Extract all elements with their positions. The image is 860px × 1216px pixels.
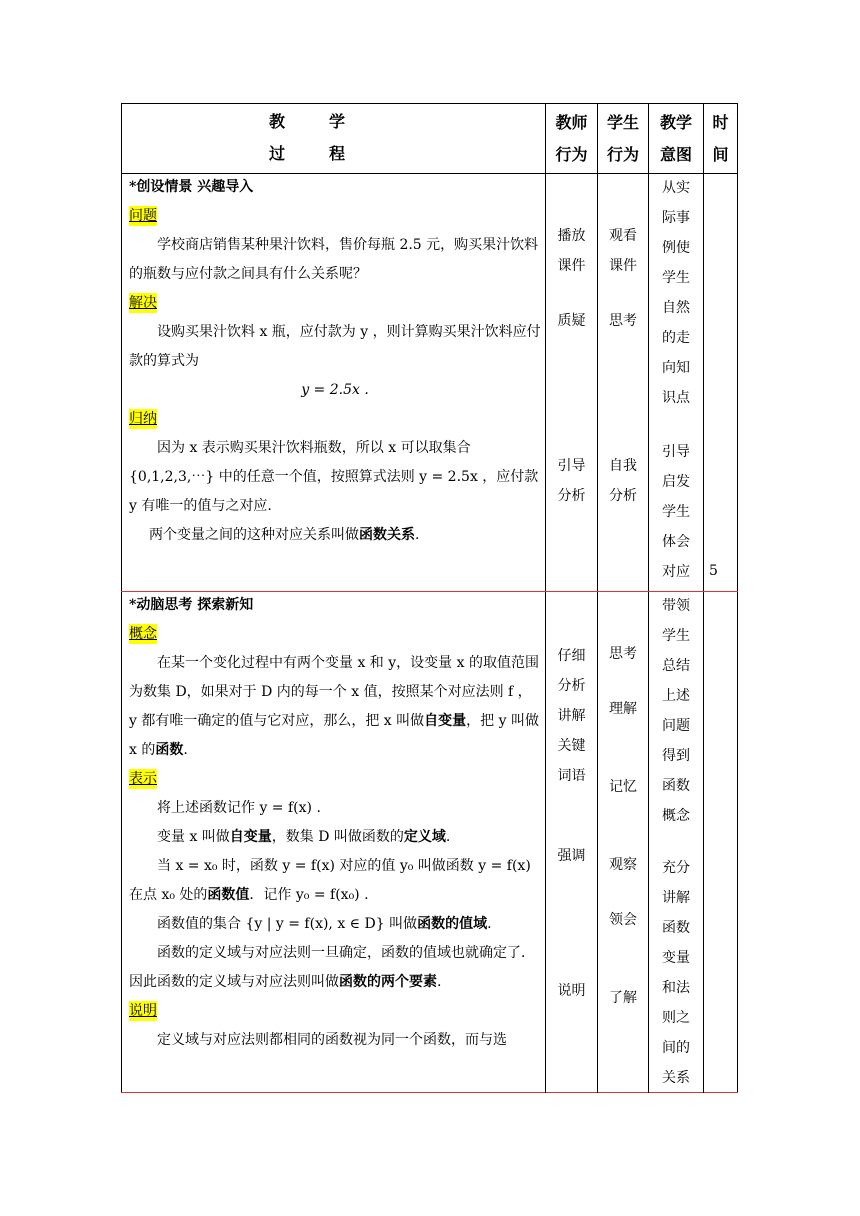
cell-text: 关系 [662,1070,690,1086]
cell-text: 上述 [662,688,690,704]
cell-text: 对应 [662,564,690,580]
cell-text: 引导 [662,444,690,460]
table-border-right [737,103,738,1093]
cell-text: 自然 [662,300,690,316]
bold-term: 函数的值域 [417,916,488,932]
cell-text: 得到 [662,748,690,764]
cell-text: 分析 [609,488,637,504]
cell-text: 强调 [557,848,586,864]
header-text: 间 [712,145,729,164]
paragraph: 定义域与对应法则都相同的函数视为同一个函数，而与选 [157,1032,507,1048]
cell-text: 观看 [609,228,637,244]
text: ，把 y 叫做 x 的 [129,713,539,758]
cell-text: 仔细 [557,648,586,664]
cell-text: 课件 [557,258,586,274]
section2-teacher [546,641,597,1006]
formula: y = 2.5x . [301,382,369,398]
tag-label: 归纳 [129,411,157,427]
cell-text: 函数 [662,920,690,936]
bold-term: 函数的两个要素 [339,974,437,990]
section1-content [129,173,541,550]
cell-text: 的走 [662,330,690,346]
bold-term: 函数值 [207,887,250,903]
cell-text: 则之 [662,1010,690,1026]
section2-student [598,639,648,1013]
header-teacher [546,103,597,177]
paragraph [129,852,541,910]
section-title: *创设情景 兴趣导入 [129,179,254,195]
cell-text: 领会 [609,912,637,928]
cell-text: 说明 [557,983,586,999]
cell-text: 问题 [662,718,690,734]
cell-text: 向知 [662,360,690,376]
cell-text: 自我 [609,458,637,474]
header-student [598,103,648,177]
section1-time: 5 [709,563,718,579]
cell-text: 概念 [662,808,690,824]
paragraph [129,521,541,550]
cell-text: 间的 [662,1040,690,1056]
cell-text: 学生 [662,270,690,286]
tag-label: 表示 [129,771,157,787]
cell-text: 记忆 [609,779,637,795]
text: . [487,916,492,932]
header-text: 学 [329,112,346,131]
cell-text: 分析 [557,488,586,504]
cell-text: 理解 [609,701,637,717]
header-process [121,103,545,173]
cell-text: 学生 [662,504,690,520]
tag-label: 说明 [129,1003,157,1019]
text: 变量 x 叫做 [157,829,230,845]
cell-text: 关键 [557,738,586,754]
lesson-table [121,103,738,1093]
cell-text: 学生 [662,628,690,644]
paragraph: 将上述函数记作 y = f(x) . [157,800,321,816]
bold-term: 定义域 [403,829,446,845]
cell-text: 变量 [662,950,690,966]
col-divider-3 [648,103,649,1093]
cell-text: 观察 [609,857,637,873]
cell-text: 课件 [609,258,637,274]
header-text: 程 [329,144,346,163]
cell-text: 引导 [557,458,586,474]
table-border-left [121,103,122,1093]
header-text: 行为 [606,145,639,164]
cell-text: 讲解 [557,708,586,724]
header-text: 意图 [659,145,692,164]
paragraph: 设购买果汁饮料 x 瓶，应付款为 y ，则计算购买果汁饮料应付款的算式为 [129,324,541,369]
text: 两个变量之间的这种对应关系叫做 [149,527,359,543]
section1-teacher [546,221,597,511]
bold-term: 函数 [155,742,184,758]
header-intent [649,103,703,177]
text: . [437,974,442,990]
header-text: 教学 [659,113,692,132]
header-time [704,103,737,177]
text: 在某一个变化过程中有两个变量 x 和 y，设变量 x 的取值范围为数集 D，如果对于 D 内的每一个 x 值，按照某个对应法则 f ， y 都有唯一确定的值与它对应，那么，把 x 叫做 [129,655,539,729]
cell-text: 函数 [662,778,690,794]
cell-text: 启发 [662,474,690,490]
cell-text: 分析 [557,678,586,694]
cell-text: 思考 [609,646,637,662]
section2-content [129,591,541,1055]
paragraph [129,823,541,852]
text: ．记作 y₀ = f(x₀) . [249,887,369,903]
paragraph: 学校商店销售某种果汁饮料，售价每瓶 2.5 元，购买果汁饮料的瓶数与应付款之间具有什么关系呢？ [129,237,539,282]
bold-term: 自变量 [229,829,272,845]
section2-intent [656,591,696,1093]
cell-text: 质疑 [557,313,586,329]
text: . [445,829,451,845]
col-divider-4 [703,103,704,1093]
header-text: 过 [269,144,286,163]
cell-text: 总结 [662,658,690,674]
cell-text: 例使 [662,240,690,256]
header-text: 教 [269,112,286,131]
cell-text: 体会 [662,534,690,550]
paragraph [129,939,541,997]
paragraph: 因为 x 表示购买果汁饮料瓶数，所以 x 可以取集合 {0,1,2,3,⋯} 中的任意一个值，按照算式法则 y = 2.5x ，应付款 y 有唯一的值与之对应. [129,440,539,514]
tag-label: 问题 [129,208,157,224]
section1-intent [656,173,696,587]
text: 当 x = x₀ 时，函数 y = f(x) 对应的值 y₀ 叫做函数 y = f(x) 在点 x₀ 处的 [129,858,531,903]
header-text: 教师 [555,113,588,132]
text: . [183,742,188,758]
table-border-bottom [121,1092,738,1093]
cell-text: 讲解 [662,890,690,906]
text: 函数值的集合 {y | y = f(x), x ∈ D} 叫做 [157,916,418,932]
tag-label: 解决 [129,295,157,311]
cell-text: 际事 [662,210,690,226]
bold-term: 自变量 [424,713,467,729]
section-title: *动脑思考 探索新知 [129,597,254,613]
cell-text: 播放 [557,228,586,244]
bold-term: 函数关系 [359,527,415,543]
text: ，数集 D 叫做函数的 [271,829,404,845]
section1-student [598,221,648,511]
cell-text: 从实 [662,180,690,196]
text: 函数的定义域与对应法则一旦确定，函数的值域也就确定了．因此函数的定义域与对应法则叫做 [129,945,535,990]
header-text: 行为 [555,145,588,164]
cell-text: 充分 [662,860,690,876]
cell-text: 思考 [609,313,637,329]
text: . [415,527,420,543]
header-text: 学生 [606,113,639,132]
cell-text: 和法 [662,980,690,996]
cell-text: 识点 [662,390,690,406]
cell-text: 词语 [557,768,586,784]
paragraph [129,649,541,765]
header-text: 时 [712,113,729,132]
paragraph [129,910,541,939]
tag-label: 概念 [129,626,157,642]
cell-text: 了解 [609,990,637,1006]
cell-text: 带领 [662,598,690,614]
